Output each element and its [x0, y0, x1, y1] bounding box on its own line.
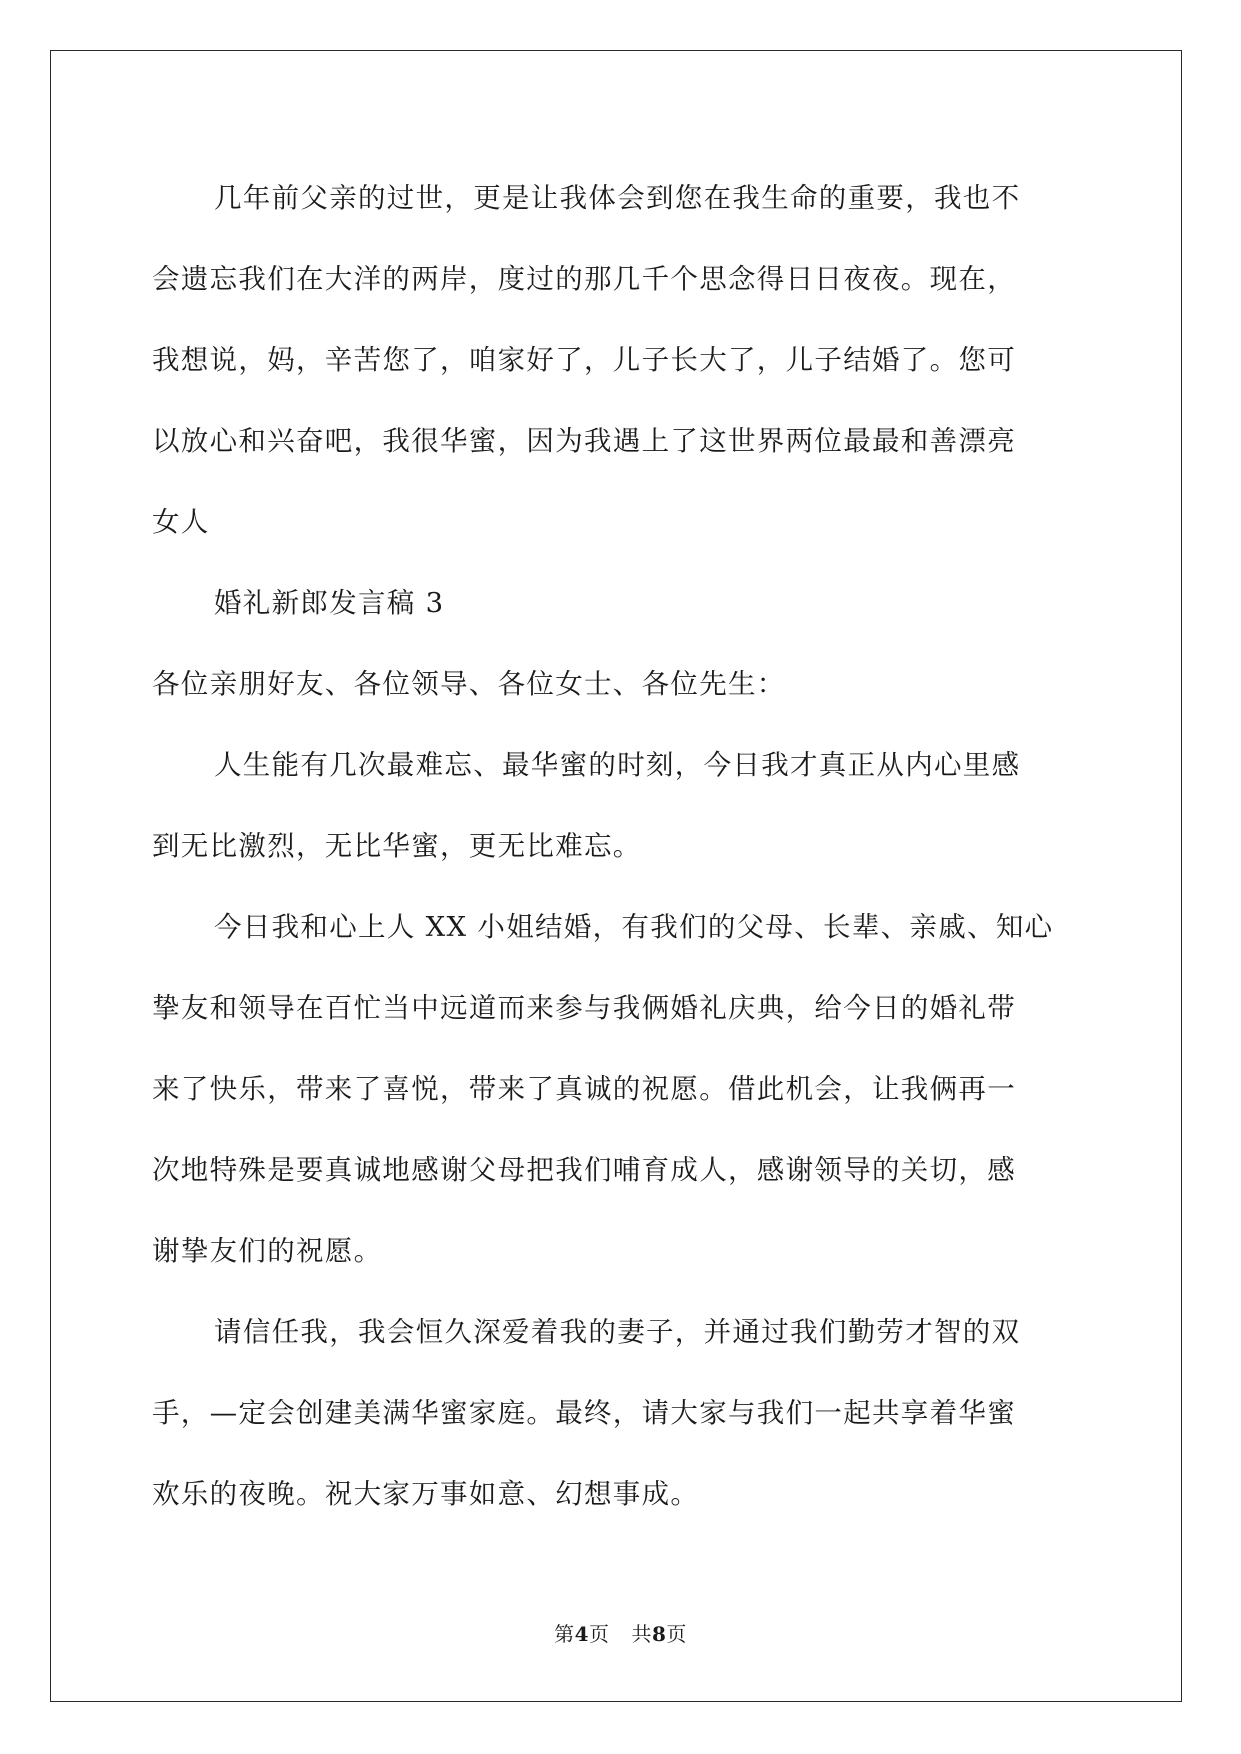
paragraph-3-line-1: 今日我和心上人 XX 小姐结婚，有我们的父母、长辈、亲戚、知心: [214, 911, 1054, 943]
paragraph-1-line-1: 几年前父亲的过世，更是让我体会到您在我生命的重要，我也不: [214, 182, 1021, 214]
page-total: 8: [652, 1622, 667, 1646]
paragraph-4-line-1: 请信任我，我会恒久深爱着我的妻子，并通过我们勤劳才智的双: [214, 1316, 1021, 1348]
salutation: 各位亲朋好友、各位领导、各位女士、各位先生：: [152, 668, 786, 700]
paragraph-2-line-1: 人生能有几次最难忘、最华蜜的时刻，今日我才真正从内心里感: [214, 749, 1021, 781]
paragraph-3-line-5: 谢挚友们的祝愿。: [152, 1235, 383, 1267]
paragraph-1-line-2: 会遗忘我们在大洋的两岸，度过的那几千个思念得日日夜夜。现在，: [152, 263, 1016, 295]
section-heading: 婚礼新郎发言稿 3: [214, 587, 445, 619]
paragraph-2-line-2: 到无比激烈，无比华蜜，更无比难忘。: [152, 830, 642, 862]
page-prefix: 第: [554, 1622, 575, 1646]
paragraph-3-line-4: 次地特殊是要真诚地感谢父母把我们哺育成人，感谢领导的关切，感: [152, 1154, 1016, 1186]
paragraph-1-line-3: 我想说，妈，辛苦您了，咱家好了，儿子长大了，儿子结婚了。您可: [152, 344, 1016, 376]
paragraph-3-line-2: 挚友和领导在百忙当中远道而来参与我俩婚礼庆典，给今日的婚礼带: [152, 992, 1016, 1024]
paragraph-3-line-3: 来了快乐，带来了喜悦，带来了真诚的祝愿。借此机会，让我俩再一: [152, 1073, 1016, 1105]
page-footer: [0, 1618, 1241, 1647]
paragraph-1-line-5: 女人: [152, 506, 210, 538]
paragraph-1-line-4: 以放心和兴奋吧，我很华蜜，因为我遇上了这世界两位最最和善漂亮: [152, 425, 1016, 457]
paragraph-4-line-3: 欢乐的夜晚。祝大家万事如意、幻想事成。: [152, 1478, 700, 1510]
paragraph-4-line-2: 手，—定会创建美满华蜜家庭。最终，请大家与我们一起共享着华蜜: [152, 1397, 1016, 1429]
page-current: 4: [574, 1622, 589, 1646]
page-suffix: 页: [589, 1622, 610, 1646]
total-prefix: 共: [631, 1622, 652, 1646]
document-body: [152, 158, 1082, 1535]
total-suffix: 页: [666, 1622, 687, 1646]
